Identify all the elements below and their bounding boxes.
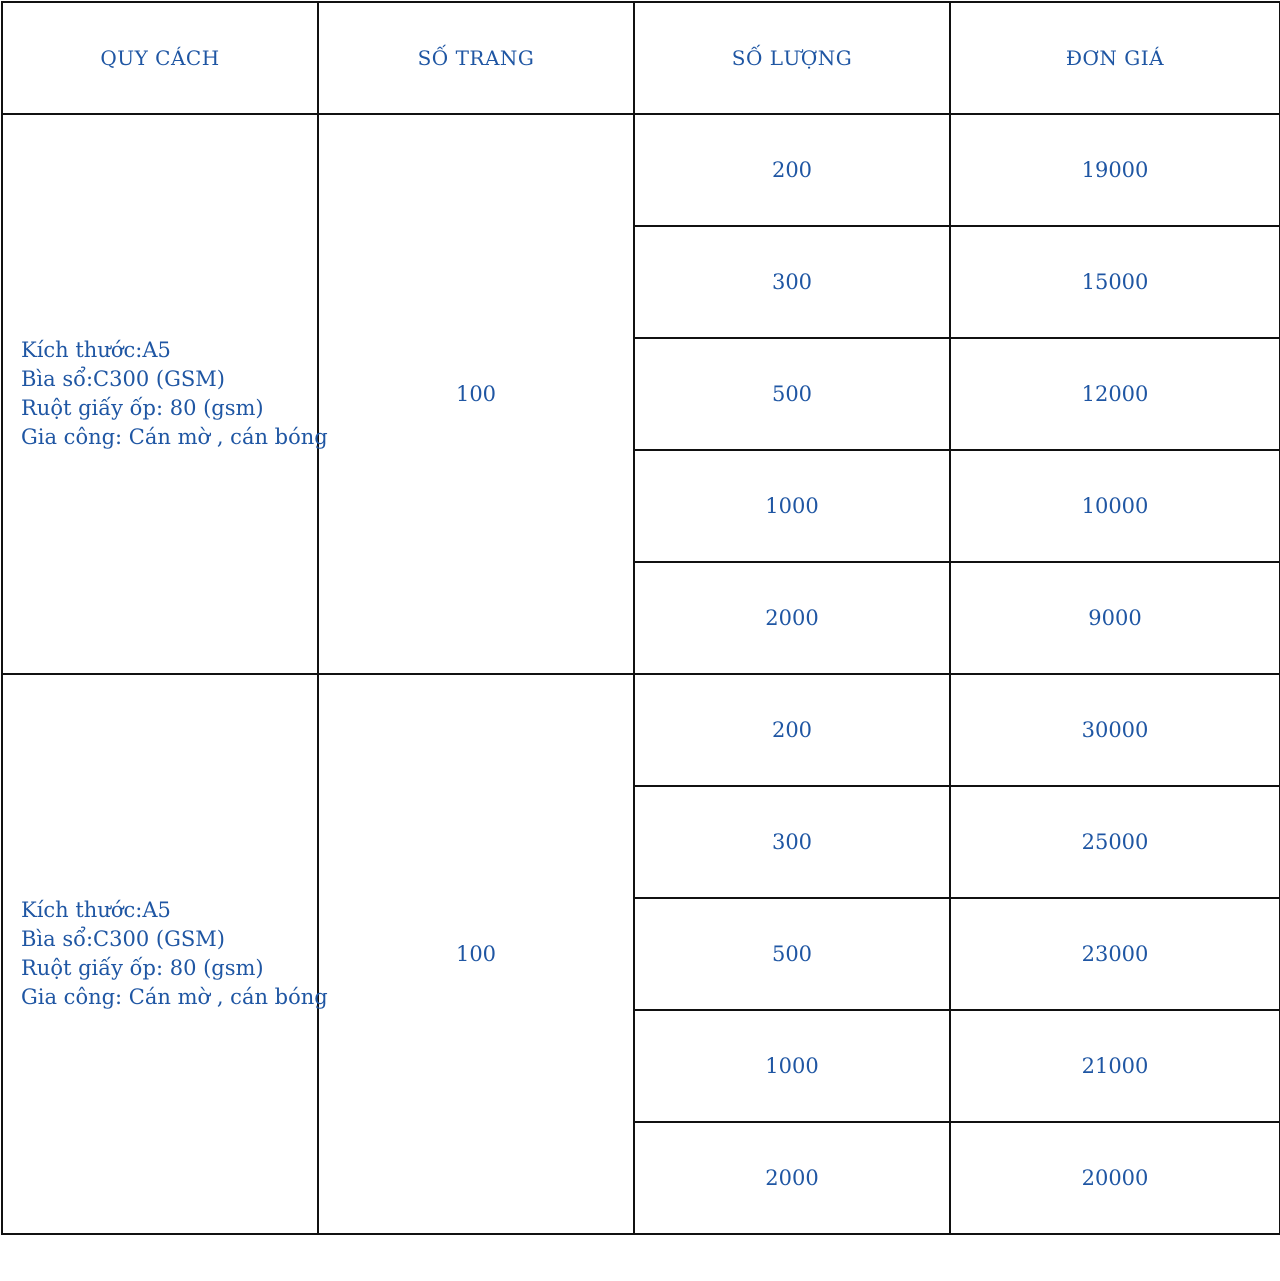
header-pages: SỐ TRANG <box>318 2 634 114</box>
price-cell: 20000 <box>950 1122 1280 1234</box>
spec-line: Gia công: Cán mờ , cán bóng <box>21 985 328 1009</box>
spec-line: Bìa sổ:C300 (GSM) <box>21 927 225 951</box>
quantity-cell: 500 <box>634 338 950 450</box>
quantity-cell: 200 <box>634 674 950 786</box>
table-row <box>2 674 1280 786</box>
header-unit-price: ĐƠN GIÁ <box>950 2 1280 114</box>
spec-line: Gia công: Cán mờ , cán bóng <box>21 425 328 449</box>
header-row <box>2 2 1280 114</box>
spec-cell <box>2 674 328 1234</box>
price-cell: 25000 <box>950 786 1280 898</box>
price-cell: 30000 <box>950 674 1280 786</box>
quantity-cell: 300 <box>634 226 950 338</box>
spec-line: Ruột giấy ốp: 80 (gsm) <box>21 956 264 980</box>
price-cell: 15000 <box>950 226 1280 338</box>
price-cell: 12000 <box>950 338 1280 450</box>
price-cell: 23000 <box>950 898 1280 1010</box>
price-cell: 9000 <box>950 562 1280 674</box>
quantity-cell: 1000 <box>634 1010 950 1122</box>
price-table <box>1 1 1280 1235</box>
price-cell: 21000 <box>950 1010 1280 1122</box>
spec-line: Ruột giấy ốp: 80 (gsm) <box>21 396 264 420</box>
header-spec: QUY CÁCH <box>2 2 318 114</box>
table-row <box>2 114 1280 226</box>
quantity-cell: 2000 <box>634 562 950 674</box>
quantity-cell: 2000 <box>634 1122 950 1234</box>
pages-cell: 100 <box>318 674 634 1234</box>
spec-cell <box>2 114 328 674</box>
price-cell: 19000 <box>950 114 1280 226</box>
spec-line: Kích thước:A5 <box>21 898 171 922</box>
price-cell: 10000 <box>950 450 1280 562</box>
pages-cell: 100 <box>318 114 634 674</box>
quantity-cell: 200 <box>634 114 950 226</box>
quantity-cell: 300 <box>634 786 950 898</box>
quantity-cell: 500 <box>634 898 950 1010</box>
header-quantity: SỐ LƯỢNG <box>634 2 950 114</box>
spec-line: Bìa sổ:C300 (GSM) <box>21 367 225 391</box>
quantity-cell: 1000 <box>634 450 950 562</box>
spec-line: Kích thước:A5 <box>21 338 171 362</box>
